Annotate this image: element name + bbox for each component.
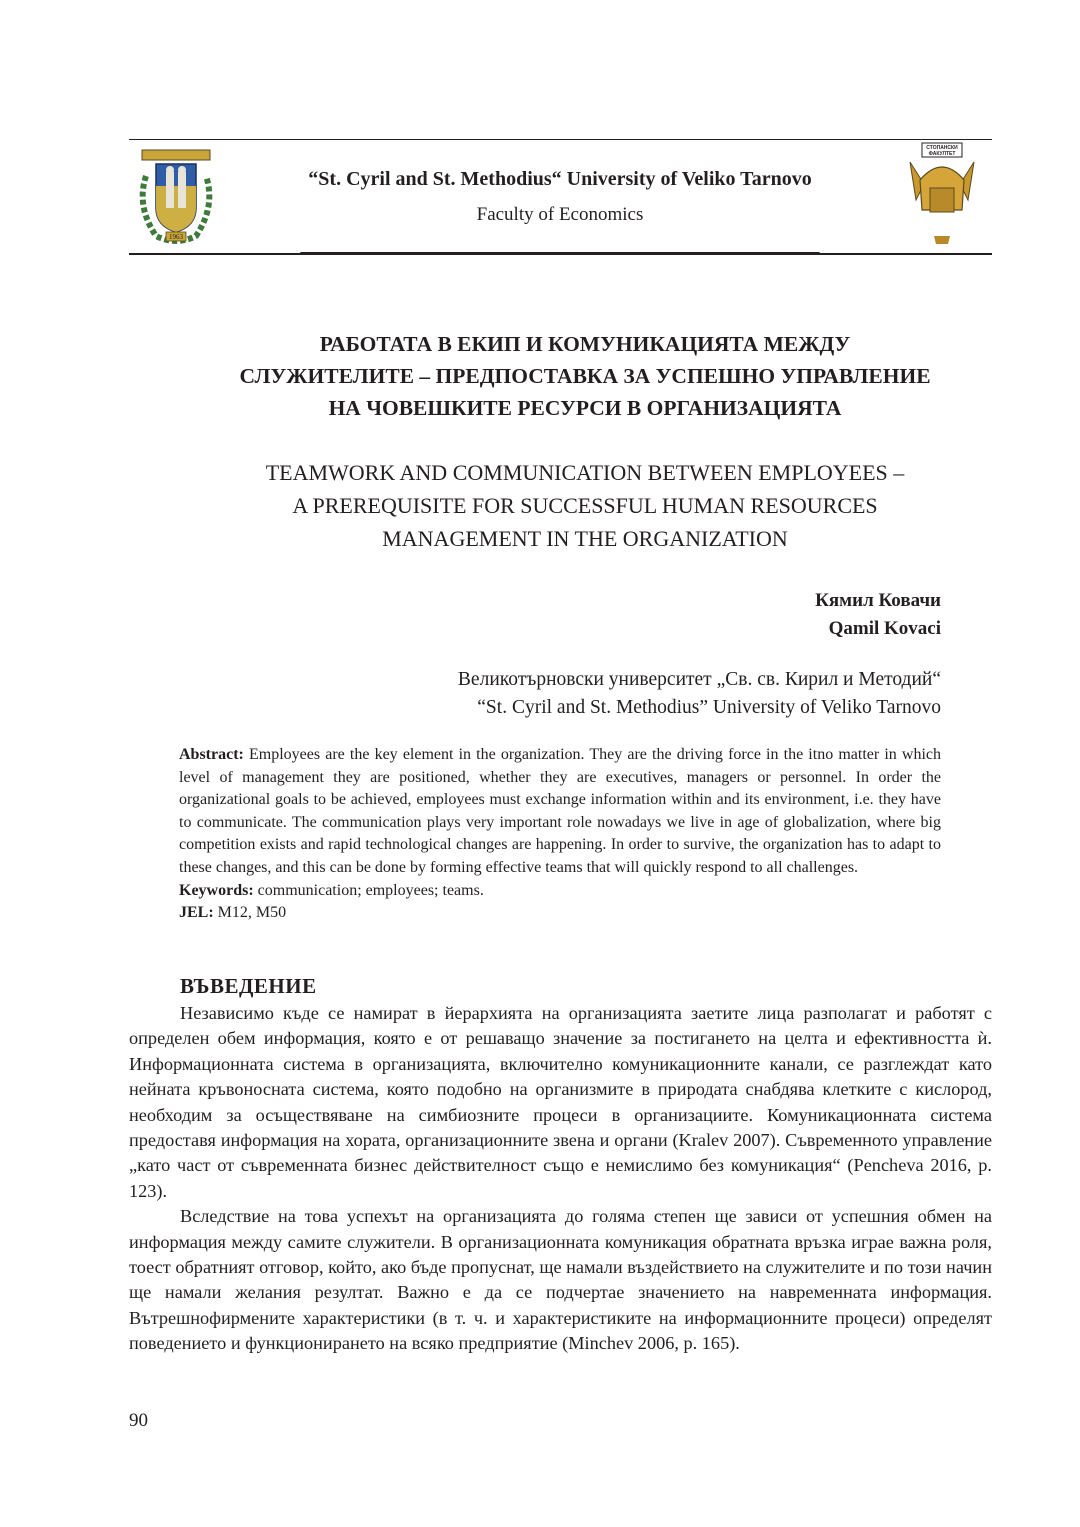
author-block [815,587,941,643]
body-text [129,1001,992,1357]
keywords-label: Keywords: [179,881,254,899]
university-name: “St. Cyril and St. Methodius“ University of Veliko Tarnovo [308,168,812,190]
jel-text: M12, M50 [217,904,287,922]
keywords-line [179,880,941,903]
jel-label: JEL: [179,904,214,922]
header-bottom-rule-accent [300,252,820,255]
faculty-helmet-logo [906,140,978,250]
title-bg-line: РАБОТАТА В ЕКИП И КОМУНИКАЦИЯТА МЕЖДУ [319,332,851,356]
page-number: 90 [129,1410,148,1431]
author-name-bg: Кямил Ковачи [815,590,941,611]
author-name-en: Qamil Kovaci [828,618,941,639]
abstract-text: Employees are the key element in the organization. They are the driving force in the itno matter in which level of management they are positioned, whether they are executives, managers or personnel. In order the organizational goals to be achieved, employees must exchange information within and its environment, i.e. they have to communicate. The communication plays very important role nowadays we live in age of globalization, where big competition exists and rapid technological changes are happening. In order to survive, the organization has to adapt to these changes, and this can be done by forming effective teams that will quickly respond to all challenges. [179,746,942,876]
keywords-text: communication; employees; teams. [257,881,484,899]
title-bg-line: СЛУЖИТЕЛИТЕ – ПРЕДПОСТАВКА ЗА УСПЕШНО УПРАВЛЕНИЕ [239,364,931,388]
abstract-label: Abstract: [179,746,244,763]
title-en-line: TEAMWORK AND COMMUNICATION BETWEEN EMPLOYEES – [265,460,905,485]
title-en-line: A PREREQUISITE FOR SUCCESSFUL HUMAN RESOURCES [292,493,878,518]
title-en-line: MANAGEMENT IN THE ORGANIZATION [382,526,788,551]
body-paragraph: Независимо къде се намират в йерархията на организацията заетите лица разполагат и работят с определен обем информация, която е от решаващо значение за постигането на целта и ефективността ѝ. Информационната система в организацията, включително комуникационните канали, се разглеждат като нейната кръвоносната система, която подобно на организмите в природата снабдява клетките с кислород, необходим за осъществяване на симбиозните процеси в организациите. Комуникационната система предоставя информация на хората, организационните звена и органи (Kralev 2007). Съвременното управление „като част от съвременната бизнес действителност също е немислимо без комуникация“ (Pencheva 2016, p. 123). [129,1003,992,1201]
helmet-logo-text-1: СТОПАНСКИ [926,145,958,151]
affiliation-bg: Великотърновски университет „Св. св. Кирил и Методий“ [457,669,941,690]
crest-year-text: 1963 [169,233,183,241]
abstract-paragraph [179,744,941,880]
affiliation-en: “St. Cyril and St. Methodius” University of Veliko Tarnovo [477,697,941,718]
title-english [150,456,1020,555]
body-paragraph: Вследствие на това успехът на организацията до голяма степен ще зависи от успешния обмен на информация между самите служители. В организационната комуникация обратната връзка играе важна роля, тоест обратният отговор, който, ако бъде пропуснат, ще намали въздействието на служителите и по този начин ще намали желания резултат. Важно е да се подчертае значението на навременната информация. Вътрешнофирмените характеристики (в т. ч. и характеристиките на информационните процеси) определят поведението и функционирането на всяко предприятие (Minchev 2006, p. 165). [129,1206,992,1354]
header-top-rule [129,139,992,140]
affiliation-block [458,666,941,722]
jel-line [179,902,941,925]
title-bg-line: НА ЧОВЕШКИТЕ РЕСУРСИ В ОРГАНИЗАЦИЯТА [328,396,842,420]
faculty-name: Faculty of Economics [476,204,644,225]
university-crest-logo [136,146,216,246]
helmet-logo-text-2: ФАКУЛТЕТ [928,151,956,157]
title-bulgarian [150,328,1020,424]
abstract-block [179,744,941,925]
section-heading: ВЪВЕДЕНИЕ [180,974,317,998]
